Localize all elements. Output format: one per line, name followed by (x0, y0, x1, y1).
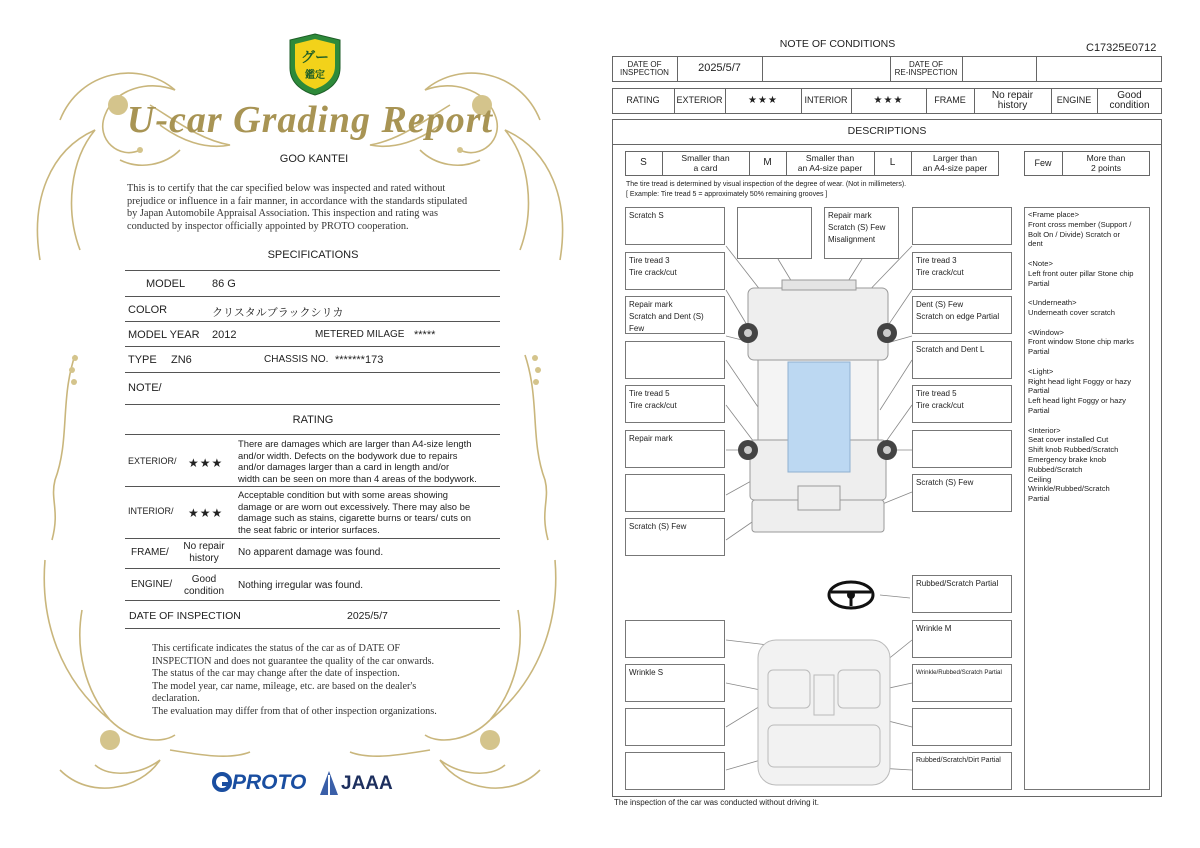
jaaa-logo-text: JAAA (341, 773, 393, 794)
note-int-3: Wrinkle S (625, 664, 725, 702)
interior-label: INTERIOR/ (128, 506, 174, 516)
proto-logo-icon (212, 770, 232, 796)
interior-stars-r: ★★★ (873, 94, 904, 106)
note-ext-13 (912, 430, 1012, 468)
exterior-desc: There are damages which are larger than A4-size length and/or width. Defects on the bodywork due to repairs and/or damages larger than a card in length and/or width can be seen on more than 4 areas of the bodywork. (238, 438, 477, 484)
legend-l: L (889, 157, 896, 169)
note-ext-10: Tire tread 5 Tire crack/cut (625, 385, 725, 423)
note-ext-3 (912, 207, 1012, 245)
report-subtitle: GOO KANTEI (279, 153, 349, 165)
year-label: MODEL YEAR (128, 329, 200, 341)
model-value: 86 G (212, 278, 236, 290)
note-of-conditions (600, 0, 1200, 848)
date-insp-value: 2025/5/7 (698, 62, 741, 75)
certify-text: This is to certify that the car specified below was inspected and rated without prejudice or influence in a fair manner, in accordance with the standards stipulated by Japan Automobile Appraisal Association. This inspection and rating was conducted by inspector officially appointed by PROTO cooperation. (127, 183, 468, 232)
steering-wheel-icon (829, 582, 873, 608)
note-ext-16: Scratch (S) Few (625, 518, 725, 556)
note-int-8: Rubbed/Scratch/Dirt Partial (912, 752, 1012, 790)
frame-label-r: FRAME (934, 95, 966, 106)
note-int-7 (625, 752, 725, 790)
milage-value: ***** (414, 329, 436, 341)
note-int-2: Wrinkle M (912, 620, 1012, 658)
engine-desc: Nothing irregular was found. (238, 580, 364, 591)
note-ext-4: Tire tread 3 Tire crack/cut (625, 252, 725, 290)
frame-value-r: No repair history (991, 89, 1034, 111)
interior-label-r: INTERIOR (804, 95, 848, 106)
legend-m: M (763, 157, 772, 169)
legend-s-desc: Smaller than a card (681, 153, 730, 173)
note-ext-1 (737, 207, 812, 259)
side-notes: <Frame place> Front cross member (Support / Bolt On / Divide) Scratch or dent <Note> Left front outer pillar Stone chip Partial <Underneath> Underneath cover scratch <Window> Front window Stone chip marks Partial <Light> Right head light Foggy or hazy Partial Left head light Foggy or hazy Partial <Interior> Seat cover installed Cut Shift knob Rubbed/Scratch Emergency brake knob Rubbed/Scratch Ceiling Wrinkle/Rubbed/Scratch Partial (1024, 207, 1150, 790)
note-ext-5: Tire tread 3 Tire crack/cut (912, 252, 1012, 290)
note-ext-2: Repair mark Scratch (S) Few Misalignment (824, 207, 899, 259)
exterior-label-r: EXTERIOR (676, 95, 723, 106)
note-int-6 (912, 708, 1012, 746)
footer-note: The inspection of the car was conducted without driving it. (614, 798, 819, 807)
tire-note: The tire tread is determined by visual inspection of the degree of wear. (Not in millimeters). [ Example: Tire tread 5 = approximately 50% remaining grooves ] (626, 181, 907, 198)
engine-value: Good condition (183, 574, 225, 597)
legend-l-desc: Larger than an A4-size paper (922, 153, 988, 173)
proto-logo-text: PROTO (232, 771, 307, 794)
chassis-value: *******173 (335, 354, 384, 366)
note-ext-11: Tire tread 5 Tire crack/cut (912, 385, 1012, 423)
note-int-5 (625, 708, 725, 746)
disclaimer-text: This certificate indicates the status of the car as of DATE OF INSPECTION and does not guarantee the quality of the car onwards. The status of the car may change after the date of inspection. The model year, car name, mileage, etc. are based on the dealer's declaration. The evaluation may differ from that of other inspection organizations. (152, 643, 437, 717)
date-label: DATE OF INSPECTION (129, 610, 241, 622)
date-insp-label: DATE OF INSPECTION (620, 59, 669, 77)
note-ext-14 (625, 474, 725, 512)
report-title: U-car Grading Report (126, 99, 494, 141)
note-ext-12: Repair mark (625, 430, 725, 468)
note-ext-7: Dent (S) Few Scratch on edge Partial (912, 296, 1012, 334)
note-ext-6: Repair mark Scratch and Dent (S) Few (625, 296, 725, 334)
chassis-label: CHASSIS NO. (264, 354, 329, 365)
legend-s: S (640, 157, 647, 169)
frame-value: No repair history (183, 541, 225, 564)
exterior-label: EXTERIOR/ (128, 456, 177, 466)
exterior-stars: ★★★ (188, 456, 224, 470)
frame-desc: No apparent damage was found. (238, 547, 384, 558)
engine-label-r: ENGINE (1056, 95, 1092, 106)
engine-value-r: Good condition (1109, 89, 1150, 111)
rating-heading: RATING (292, 414, 334, 426)
note-ext-15: Scratch (S) Few (912, 474, 1012, 512)
note-ext-0: Scratch S (625, 207, 725, 245)
note-int-4: Wrinkle/Rubbed/Scratch Partial (912, 664, 1012, 702)
note-int-0: Rubbed/Scratch Partial (912, 575, 1012, 613)
year-value: 2012 (212, 329, 237, 341)
spec-heading: SPECIFICATIONS (267, 249, 359, 261)
exterior-stars-r: ★★★ (748, 94, 778, 106)
frame-label: FRAME/ (131, 547, 169, 558)
rating-label: RATING (626, 95, 660, 106)
note-ext-9: Scratch and Dent L (912, 341, 1012, 379)
interior-stars: ★★★ (188, 506, 224, 520)
note-int-1 (625, 620, 725, 658)
legend-few: Few (1034, 157, 1052, 168)
date-value: 2025/5/7 (347, 610, 388, 622)
date-reinsp-label: DATE OF RE-INSPECTION (894, 59, 958, 77)
milage-label: METERED MILAGE (315, 329, 405, 340)
svg-text:鑑定: 鑑定 (305, 70, 325, 81)
descriptions-heading: DESCRIPTIONS (847, 125, 927, 138)
interior-desc: Acceptable condition but with some areas showing damage or are worn out excessively. There may also be damage such as stains, cigarette burns or tears/ cuts on the seat fabric or interior surfaces. (238, 489, 471, 535)
goo-kantei-badge-icon (286, 32, 344, 96)
model-label: MODEL (146, 278, 186, 290)
note-label: NOTE/ (128, 382, 162, 394)
type-label: TYPE (128, 354, 157, 366)
note-ext-8 (625, 341, 725, 379)
color-label: COLOR (128, 304, 168, 316)
type-value: ZN6 (171, 354, 192, 366)
legend-m-desc: Smaller than an A4-size paper (797, 153, 863, 173)
engine-label: ENGINE/ (131, 579, 173, 590)
svg-text:グー: グー (301, 50, 329, 66)
jaaa-logo-icon (318, 769, 340, 797)
conditions-title: NOTE OF CONDITIONS (779, 38, 896, 50)
conditions-code: C17325E0712 (1086, 42, 1157, 54)
legend-few-desc: More than 2 points (1086, 153, 1126, 173)
color-value: クリスタルブラックシリカ (212, 307, 344, 319)
